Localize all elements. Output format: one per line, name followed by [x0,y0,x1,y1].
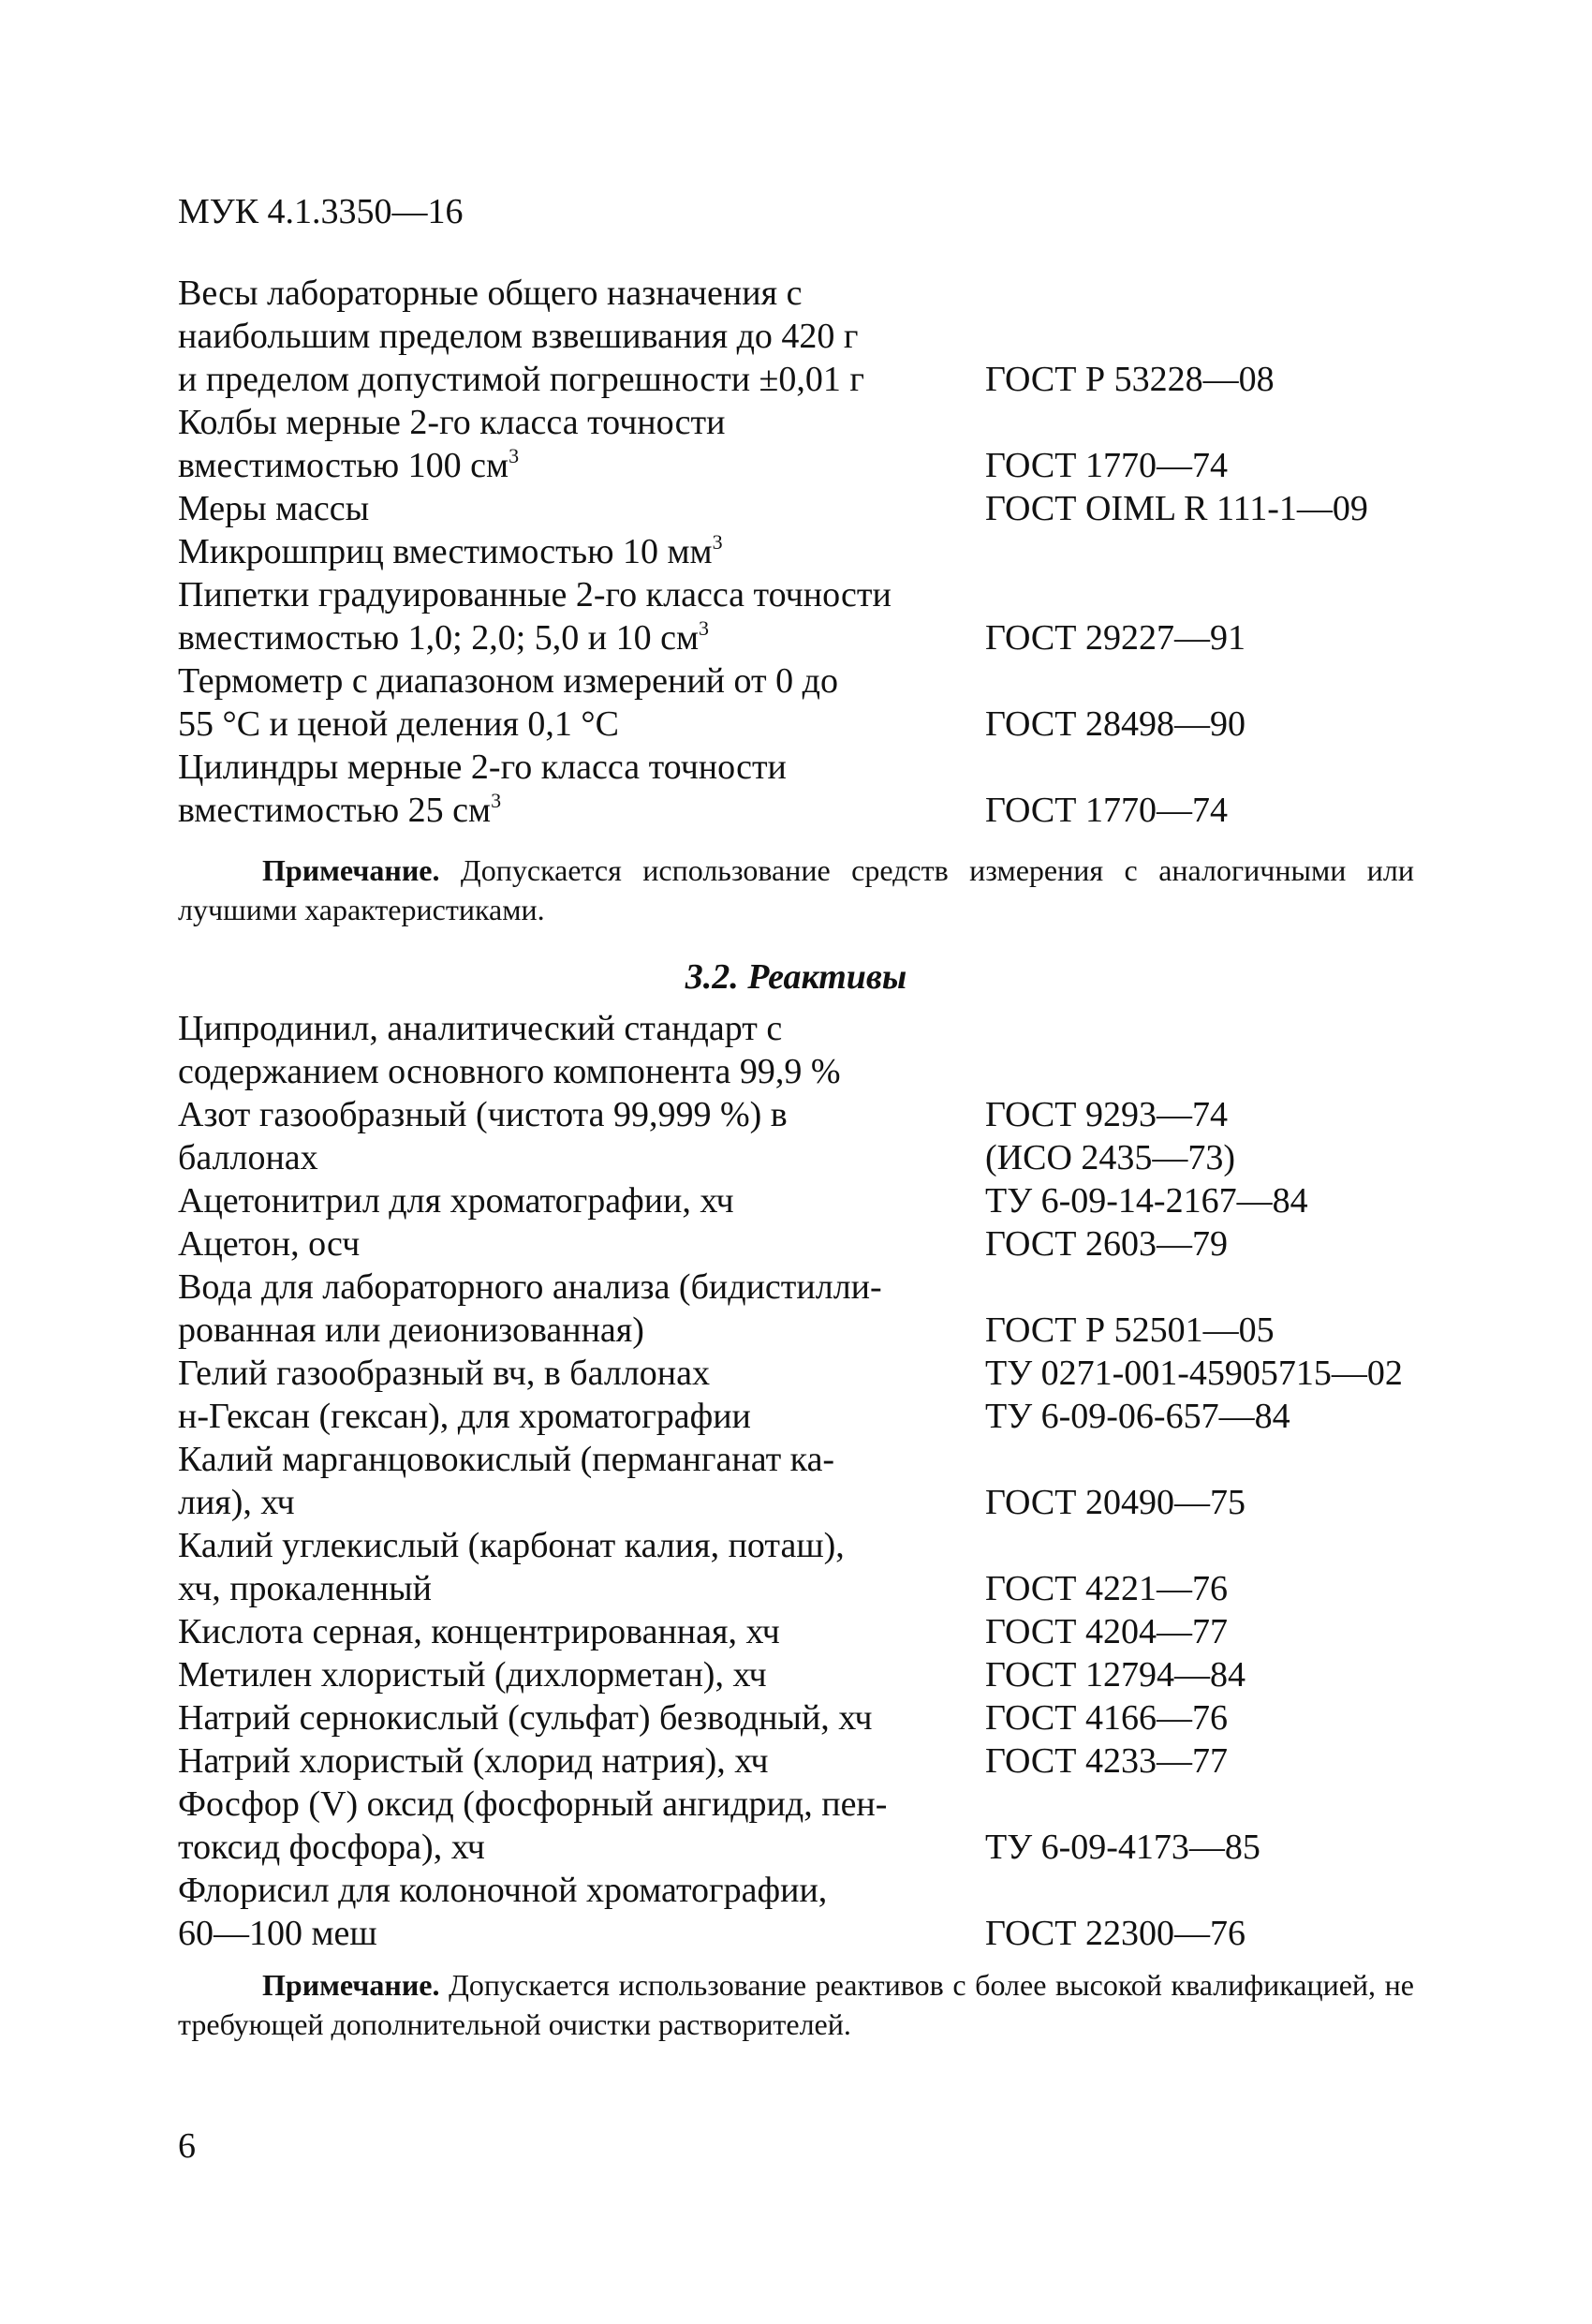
item-name: Флорисил для колоночной хроматографии, 60—100 меш [178,1871,828,1953]
list-item [178,1438,1452,1524]
superscript: 3 [509,444,520,467]
list-item [178,746,1452,832]
note-label: Примечание. [262,853,440,887]
item-standard: ГОСТ 4204—77 [985,1612,1228,1651]
note [178,1965,1414,2044]
list-item [178,1352,1452,1395]
item-standard: ТУ 6-09-14-2167—84 [985,1181,1308,1221]
item-standard: ГОСТ Р 53228—08 [985,360,1275,399]
item-standard: ГОСТ 4166—76 [985,1698,1228,1738]
item-name: Фосфор (V) оксид (фосфорный ангидрид, пен- токсид фосфора), хч [178,1784,888,1867]
item-standard: ГОСТ 1770—74 [985,446,1228,485]
list-item [178,1222,1452,1266]
item-name: Пипетки градуированные 2-го класса точности вместимостью 1,0; 2,0; 5,0 и 10 $см^3$ [178,575,892,658]
item-name: Калий марганцовокислый (перманганат ка- лия), хч [178,1440,835,1522]
list-item [178,530,1452,573]
item-standard: ГОСТ 12794—84 [985,1655,1246,1695]
item-name: Гелий газообразный вч, в баллонах [178,1354,710,1393]
item-standard: ГОСТ 20490—75 [985,1483,1246,1522]
item-name: н-Гексан (гексан), для хроматографии [178,1397,751,1436]
document-id: МУК 4.1.3350—16 [178,192,464,231]
item-name: Метилен хлористый (дихлорметан), хч [178,1655,767,1695]
item-standard: ГОСТ 2603—79 [985,1224,1228,1264]
item-standard: ТУ 6-09-4173—85 [985,1828,1260,1867]
standard-line: (ИСО 2435—73) [985,1138,1236,1177]
superscript: 3 [699,616,710,640]
list-item [178,401,1452,487]
instruments-list [178,272,1452,832]
item-name: Меры массы [178,489,370,528]
list-item [178,1739,1452,1783]
item-name: Кислота серная, концентрированная, хч [178,1612,780,1651]
item-standard: ГОСТ 4233—77 [985,1741,1228,1781]
superscript: 3 [491,789,502,812]
standard-line: ГОСТ 9293—74 [985,1095,1228,1134]
list-item [178,487,1452,530]
list-item [178,1653,1452,1696]
item-name: Азот газообразный (чистота 99,999 %) в баллонах [178,1095,788,1177]
item-name: Весы лабораторные общего назначения с наибольшим пределом взвешивания до 420 г и пределом допустимой погрешности ±0,01 г [178,274,864,399]
list-item [178,1524,1452,1610]
item-standard: ТУ 0271-001-45905715—02 [985,1354,1403,1393]
item-standard: ГОСТ OIML R 111-1—09 [985,489,1368,528]
section-title: 3.2. Реактивы [685,957,907,997]
list-item [178,1869,1452,1955]
item-name: Калий углекислый (карбонат калия, поташ), хч, прокаленный [178,1526,845,1608]
note-label: Примечание. [262,1968,440,2002]
item-name: Колбы мерные 2-го класса точности вместимостью 100 $см^3$ [178,403,726,485]
note [178,851,1414,929]
note-text: Допускается использование реактивов с более высокой квалификацией, не требующей дополнительной очистки растворителей. [178,1968,1414,2041]
reagents-list [178,1007,1452,1955]
list-item [178,1395,1452,1438]
list-item [178,1179,1452,1222]
item-standard: ГОСТ 29227—91 [985,618,1246,658]
note-text: Допускается использование средств измерения с аналогичными или лучшими характеристиками. [178,853,1414,926]
list-item [178,1266,1452,1352]
list-item [178,573,1452,659]
list-item [178,659,1452,746]
item-name: Вода для лабораторного анализа (бидистилли- рованная или деионизованная) [178,1267,882,1350]
item-name: Ацетон, осч [178,1224,361,1264]
item-standard: ГОСТ 22300—76 [985,1914,1246,1953]
list-item [178,1783,1452,1869]
list-item [178,1696,1452,1739]
page-number: 6 [178,2126,196,2166]
list-item [178,272,1452,401]
item-name: Натрий хлористый (хлорид натрия), хч [178,1741,769,1781]
item-standard: ГОСТ Р 52501—05 [985,1310,1275,1350]
item-name: Ацетонитрил для хроматографии, хч [178,1181,734,1221]
list-item [178,1007,1452,1093]
item-standard: ГОСТ 4221—76 [985,1569,1228,1608]
item-standard: ТУ 6-09-06-657—84 [985,1397,1290,1436]
item-standard: ГОСТ 28498—90 [985,704,1246,744]
list-item [178,1093,1452,1179]
list-item [178,1610,1452,1653]
item-name: Ципродинил, аналитический стандарт с содержанием основного компонента 99,9 % [178,1009,841,1091]
item-name: Микрошприц вместимостью 10 $мм^3$ [178,530,723,571]
item-name: Термометр с диапазоном измерений от 0 до 55 °С и ценой деления 0,1 °С [178,661,838,744]
item-standard: ГОСТ 1770—74 [985,791,1228,830]
superscript: 3 [712,530,723,554]
item-name: Цилиндры мерные 2-го класса точности вместимостью 25 $см^3$ [178,748,787,830]
item-name: Натрий сернокислый (сульфат) безводный, хч [178,1698,873,1738]
item-standard [985,1093,1452,1179]
